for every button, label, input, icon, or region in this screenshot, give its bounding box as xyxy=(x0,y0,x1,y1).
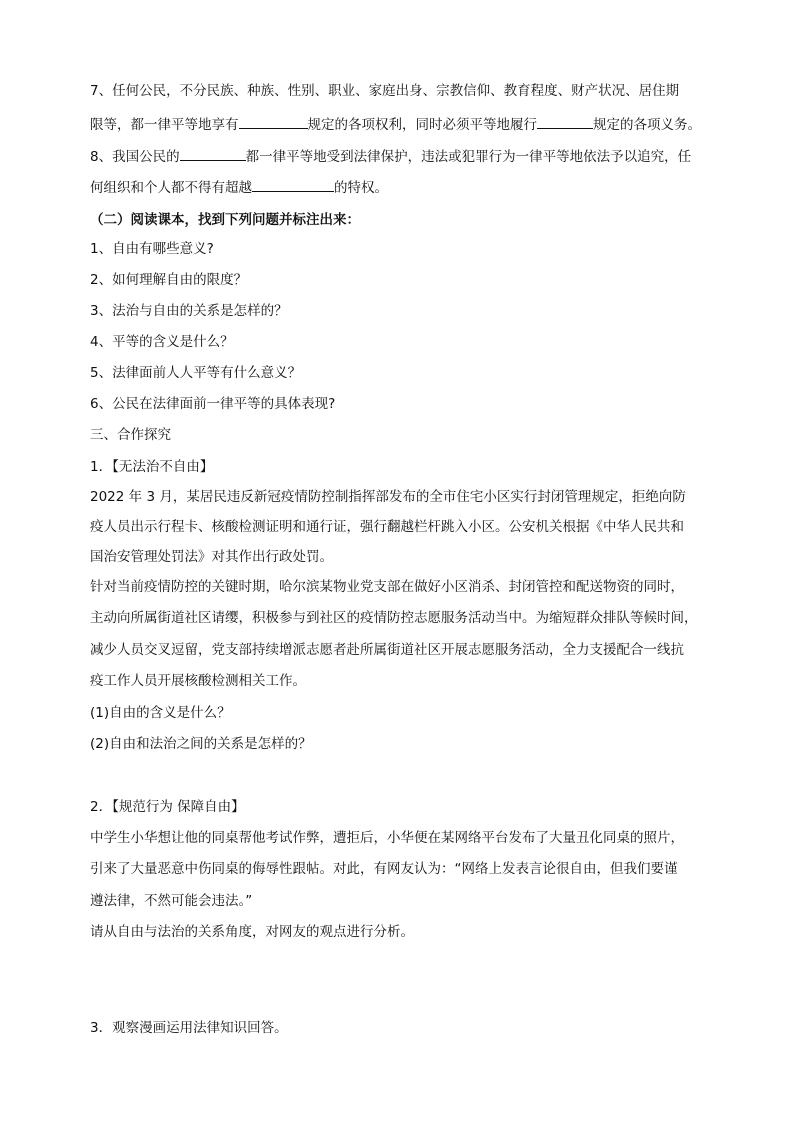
case1-para2-line2: 主动向所属街道社区请缨，积极参与到社区的疫情防控志愿服务活动当中。为缩短群众排队等候时间， xyxy=(90,610,698,626)
fill-blank-q8-line2 xyxy=(90,177,734,198)
case1-para1-line2: 疫人员出示行程卡、核酸检测证明和通行证，强行翻越栏杆跳入小区。公安机关根据《中华人民共和 xyxy=(90,519,684,535)
fill-blank-q8-line1 xyxy=(90,146,734,167)
answer-blank-q7-1[interactable] xyxy=(239,114,308,129)
q7-text-part3: 规定的各项义务。 xyxy=(593,117,701,133)
case1-para2-line3: 减少人员交叉逗留，党支部持续增派志愿者赴所属街道社区开展志愿服务活动，全力支援配合一线抗 xyxy=(90,642,684,658)
q8-text-part2: 都一律平等地受到法律保护，违法或犯罪行为一律平等地依法予以追究，任 xyxy=(245,149,692,165)
case1-question-1: (1)自由的含义是什么？ xyxy=(90,705,231,721)
reading-question-2: 2、如何理解自由的限度？ xyxy=(90,272,248,288)
case2-para-line3: 遵法律，不然可能会违法。” xyxy=(90,893,253,909)
case2-title: 2．【规范行为 保障自由】 xyxy=(90,799,245,815)
answer-blank-q8-1[interactable] xyxy=(180,146,246,161)
reading-question-3: 3、法治与自由的关系是怎样的？ xyxy=(90,303,288,319)
answer-blank-q8-2[interactable] xyxy=(252,177,334,192)
reading-question-1: 1、自由有哪些意义? xyxy=(90,241,214,257)
q7-text-part2: 规定的各项权利，同时必须平等地履行 xyxy=(307,117,537,133)
case1-para2-line1: 针对当前疫情防控的关键时期，哈尔滨某物业党支部在做好小区消杀、封闭管控和配送物资的同时， xyxy=(90,579,684,595)
case3-title: 3．观察漫画运用法律知识回答。 xyxy=(90,1020,288,1036)
case1-para2-line4: 疫工作人员开展核酸检测相关工作。 xyxy=(90,673,306,689)
reading-question-5: 5、法律面前人人平等有什么意义？ xyxy=(90,365,302,381)
fill-blank-q7-line2 xyxy=(90,114,734,135)
q8-text-part3: 何组织和个人都不得有超越 xyxy=(90,180,252,196)
section-heading: 三、合作探究 xyxy=(90,427,171,443)
case1-para1-line1: 2022 年 3 月，某居民违反新冠疫情防控制指挥部发布的全市住宅小区实行封闭管理规定，拒绝向防 xyxy=(90,489,686,505)
fill-blank-q7-line1: 7、任何公民，不分民族、种族、性别、职业、家庭出身、宗教信仰、教育程度、财产状况、居住期 xyxy=(90,83,680,99)
q8-text-part1: 8、我国公民的 xyxy=(90,149,180,165)
reading-question-6: 6、公民在法律面前一律平等的具体表现? xyxy=(90,396,336,412)
case1-question-2: (2)自由和法治之间的关系是怎样的？ xyxy=(90,736,312,752)
answer-blank-q7-2[interactable] xyxy=(537,114,593,129)
case2-para-line2: 引来了大量恶意中伤同桌的侮辱性跟帖。对此，有网友认为：“网络上发表言论很自由，但我们要谨 xyxy=(90,861,678,877)
case1-para1-line3: 国治安管理处罚法》对其作出行政处罚。 xyxy=(90,549,333,565)
case2-question: 请从自由与法治的关系角度，对网友的观点进行分析。 xyxy=(90,924,414,940)
case2-para-line1: 中学生小华想让他的同桌帮他考试作弊，遭拒后，小华便在某网络平台发布了大量丑化同桌的照片， xyxy=(90,830,684,846)
q7-text-part1: 限等，都一律平等地享有 xyxy=(90,117,239,133)
q8-text-part4: 的特权。 xyxy=(334,180,388,196)
reading-question-4: 4、平等的含义是什么？ xyxy=(90,334,234,350)
reading-heading: （二）阅读课本，找到下列问题并标注出来： xyxy=(90,212,360,228)
case1-title: 1．【无法治不自由】 xyxy=(90,459,214,475)
